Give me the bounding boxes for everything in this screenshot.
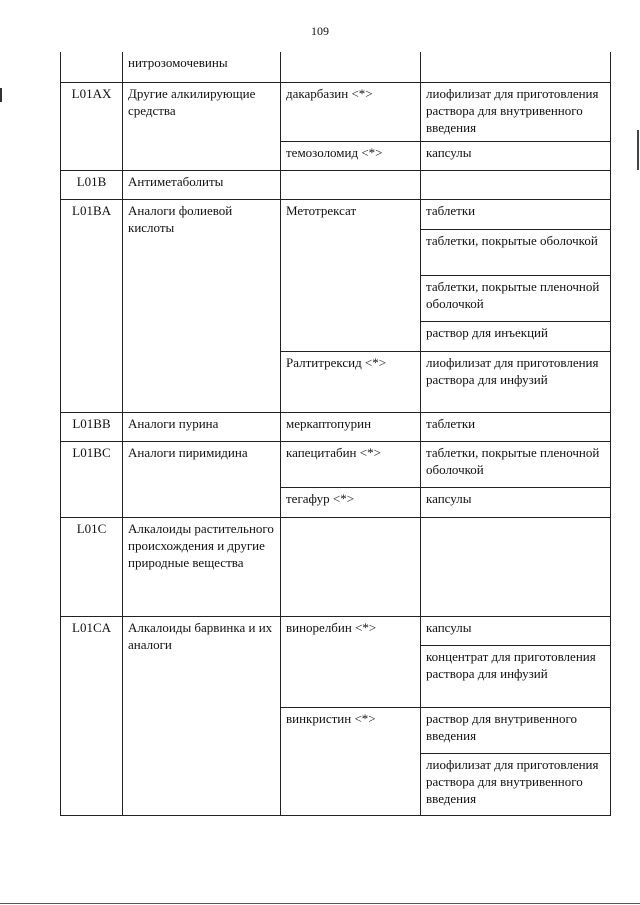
drug-name-cell: винорелбин <*>: [281, 616, 421, 707]
drug-name-cell: [281, 52, 421, 82]
atc-code-cell: L01BC: [61, 441, 123, 517]
group-name-cell: Антиметаболиты: [123, 170, 281, 199]
table-row: [61, 412, 611, 441]
group-name-cell: Аналоги пиримидина: [123, 441, 281, 517]
table-row: [61, 616, 611, 645]
dosage-form-cell: таблетки, покрытые пленочной оболочкой: [421, 275, 611, 321]
dosage-form-cell: таблетки: [421, 412, 611, 441]
drug-name-cell: Метотрексат: [281, 199, 421, 351]
atc-code-cell: L01B: [61, 170, 123, 199]
dosage-form-cell: таблетки: [421, 199, 611, 229]
dosage-form-cell: лиофилизат для приготовления раствора для внутривенного введения: [421, 753, 611, 815]
dosage-form-cell: лиофилизат для приготовления раствора для внутривенного введения: [421, 82, 611, 141]
atc-code-cell: [61, 52, 123, 82]
dosage-form-cell: лиофилизат для приготовления раствора для инфузий: [421, 351, 611, 412]
drug-name-cell: Ралтитрексид <*>: [281, 351, 421, 412]
table-row: [61, 82, 611, 141]
dosage-form-cell: [421, 517, 611, 616]
drug-name-cell: [281, 170, 421, 199]
dosage-form-cell: раствор для инъекций: [421, 321, 611, 351]
drug-name-cell: винкристин <*>: [281, 707, 421, 815]
dosage-form-cell: [421, 170, 611, 199]
scan-edge-mark: [0, 88, 2, 102]
atc-code-cell: L01BA: [61, 199, 123, 412]
drug-name-cell: меркаптопурин: [281, 412, 421, 441]
group-name-cell: Алкалоиды растительного происхождения и другие природные вещества: [123, 517, 281, 616]
group-name-cell: Другие алкилирующие средства: [123, 82, 281, 170]
drug-name-cell: [281, 517, 421, 616]
drug-name-cell: капецитабин <*>: [281, 441, 421, 487]
scan-edge-mark: [637, 130, 639, 170]
group-name-cell: Аналоги пурина: [123, 412, 281, 441]
dosage-form-cell: капсулы: [421, 141, 611, 170]
drug-table: [60, 52, 611, 816]
drug-name-cell: дакарбазин <*>: [281, 82, 421, 141]
dosage-form-cell: концентрат для приготовления раствора для инфузий: [421, 645, 611, 707]
dosage-form-cell: раствор для внутривенного введения: [421, 707, 611, 753]
atc-code-cell: L01BB: [61, 412, 123, 441]
table-row: [61, 52, 611, 82]
atc-code-cell: L01CA: [61, 616, 123, 815]
table-row: [61, 517, 611, 616]
group-name-cell: Алкалоиды барвинка и их аналоги: [123, 616, 281, 815]
dosage-form-cell: [421, 52, 611, 82]
drug-name-cell: тегафур <*>: [281, 487, 421, 517]
dosage-form-cell: таблетки, покрытые пленочной оболочкой: [421, 441, 611, 487]
dosage-form-cell: таблетки, покрытые оболочкой: [421, 229, 611, 275]
atc-code-cell: L01AX: [61, 82, 123, 170]
drug-name-cell: темозоломид <*>: [281, 141, 421, 170]
table-row: [61, 170, 611, 199]
group-name-cell: Аналоги фолиевой кислоты: [123, 199, 281, 412]
group-name-cell: нитрозомочевины: [123, 52, 281, 82]
atc-code-cell: L01C: [61, 517, 123, 616]
scan-bottom-edge: [0, 903, 640, 904]
table-row: [61, 199, 611, 229]
dosage-form-cell: капсулы: [421, 487, 611, 517]
page-number: 109: [311, 24, 329, 38]
table-row: [61, 441, 611, 487]
dosage-form-cell: капсулы: [421, 616, 611, 645]
